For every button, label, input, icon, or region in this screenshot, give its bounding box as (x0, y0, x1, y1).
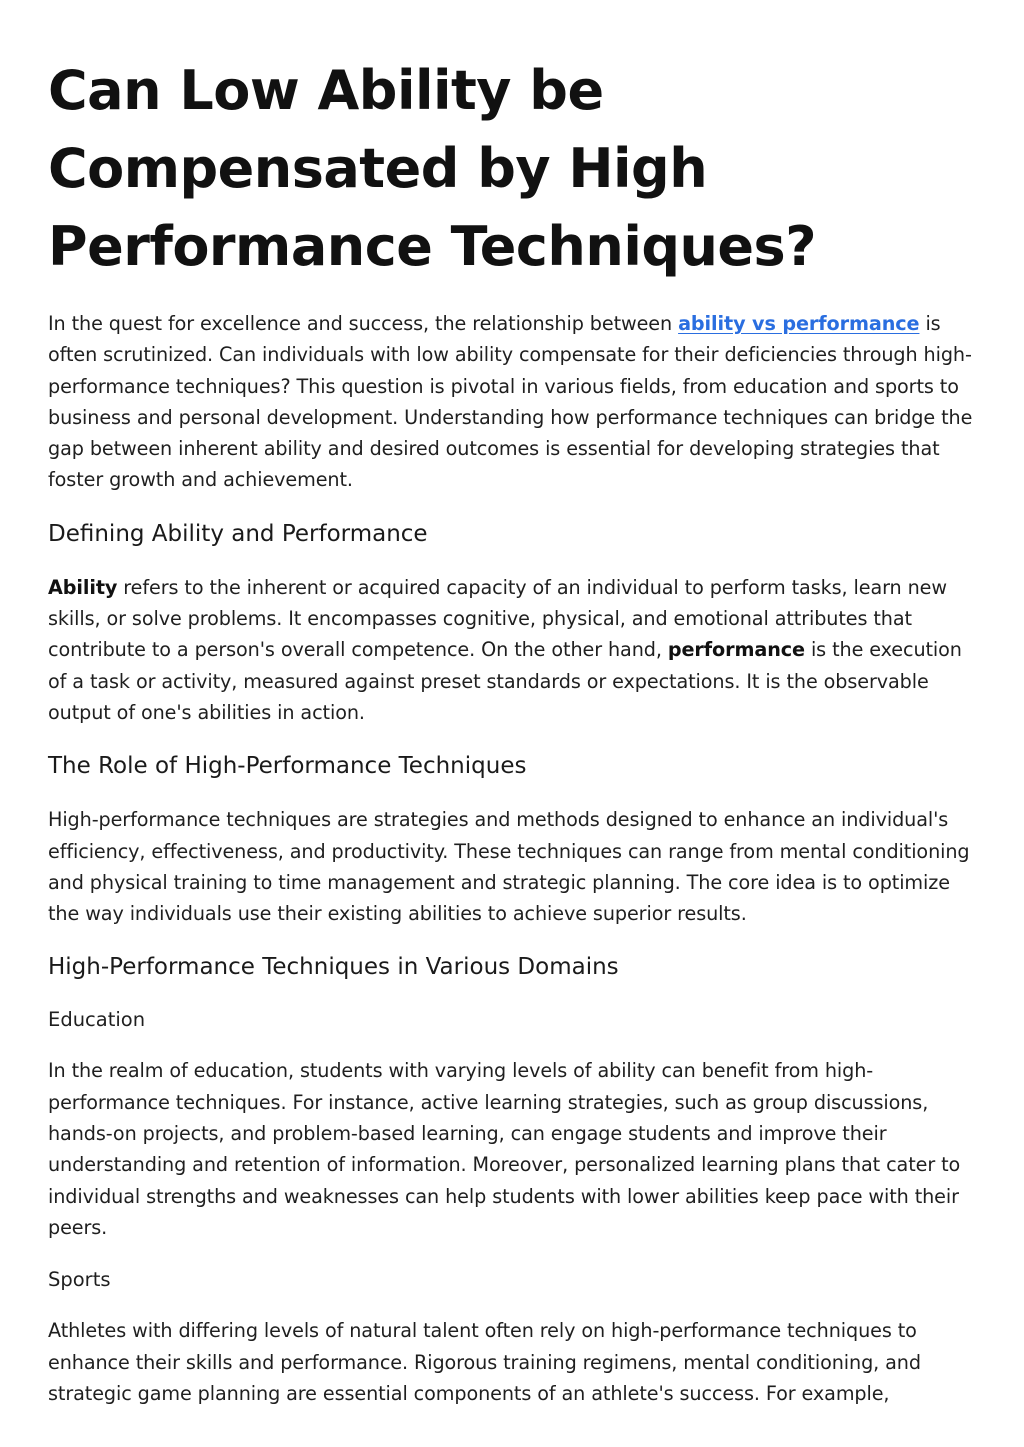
education-paragraph: In the realm of education, students with varying levels of ability can benefit from high-performance techniques. For instance, active learning strategies, such as group discussions, hands-on projects, and problem-based learning, can engage students and improve their understanding and retention of information. Moreover, personalized learning plans that cater to individual strengths and weaknesses can help students with lower abilities keep pace with their peers. (48, 1059, 961, 1239)
education-heading: Education (48, 1008, 146, 1032)
defining-heading: Defining Ability and Performance (48, 520, 428, 547)
document-page (48, 52, 978, 1431)
sports-heading: Sports (48, 1268, 111, 1292)
sports-paragraph: Athletes with differing levels of natural talent often rely on high-performance techniques to enhance their skills and performance. Rigorous training regimens, mental conditioning, and strategic game planning are essential components of an athlete's success. For example, (48, 1319, 921, 1405)
defining-paragraph (48, 572, 978, 728)
ability-vs-performance-link[interactable]: ability vs performance (678, 312, 920, 335)
intro-paragraph (48, 308, 978, 496)
domains-heading: High-Performance Techniques in Various Domains (48, 954, 619, 981)
role-paragraph: High-performance techniques are strategies and methods designed to enhance an individual's efficiency, effectiveness, and productivity. These techniques can range from mental conditioning and physical training to time management and strategic planning. The core idea is to optimize the way individuals use their existing abilities to achieve superior results. (48, 808, 970, 926)
page-title: Can Low Ability be Compensated by High Performance Techniques? (48, 59, 817, 278)
intro-text-after-link: is often scrutinized. Can individuals with low ability compensate for their deficiencies through high-performance techniques? This question is pivotal in various fields, from education and sports to business and personal development. Understanding how performance techniques can bridge the gap between inherent ability and desired outcomes is essential for developing strategies that foster growth and achievement. (48, 312, 973, 492)
defining-text-1: refers to the inherent or acquired capacity of an individual to perform tasks, learn new skills, or solve problems. It encompasses cognitive, physical, and emotional attributes that contribute to a person's overall competence. On the other hand, (48, 575, 947, 662)
performance-term: performance (667, 638, 805, 662)
role-heading: The Role of High-Performance Techniques (48, 753, 527, 780)
intro-text-before-link: In the quest for excellence and success, the relationship between (48, 312, 679, 335)
ability-term: Ability (48, 575, 118, 599)
defining-text-2: is the execution of a task or activity, measured against preset standards or expectations. It is the observable output of one's abilities in action. (48, 638, 962, 724)
